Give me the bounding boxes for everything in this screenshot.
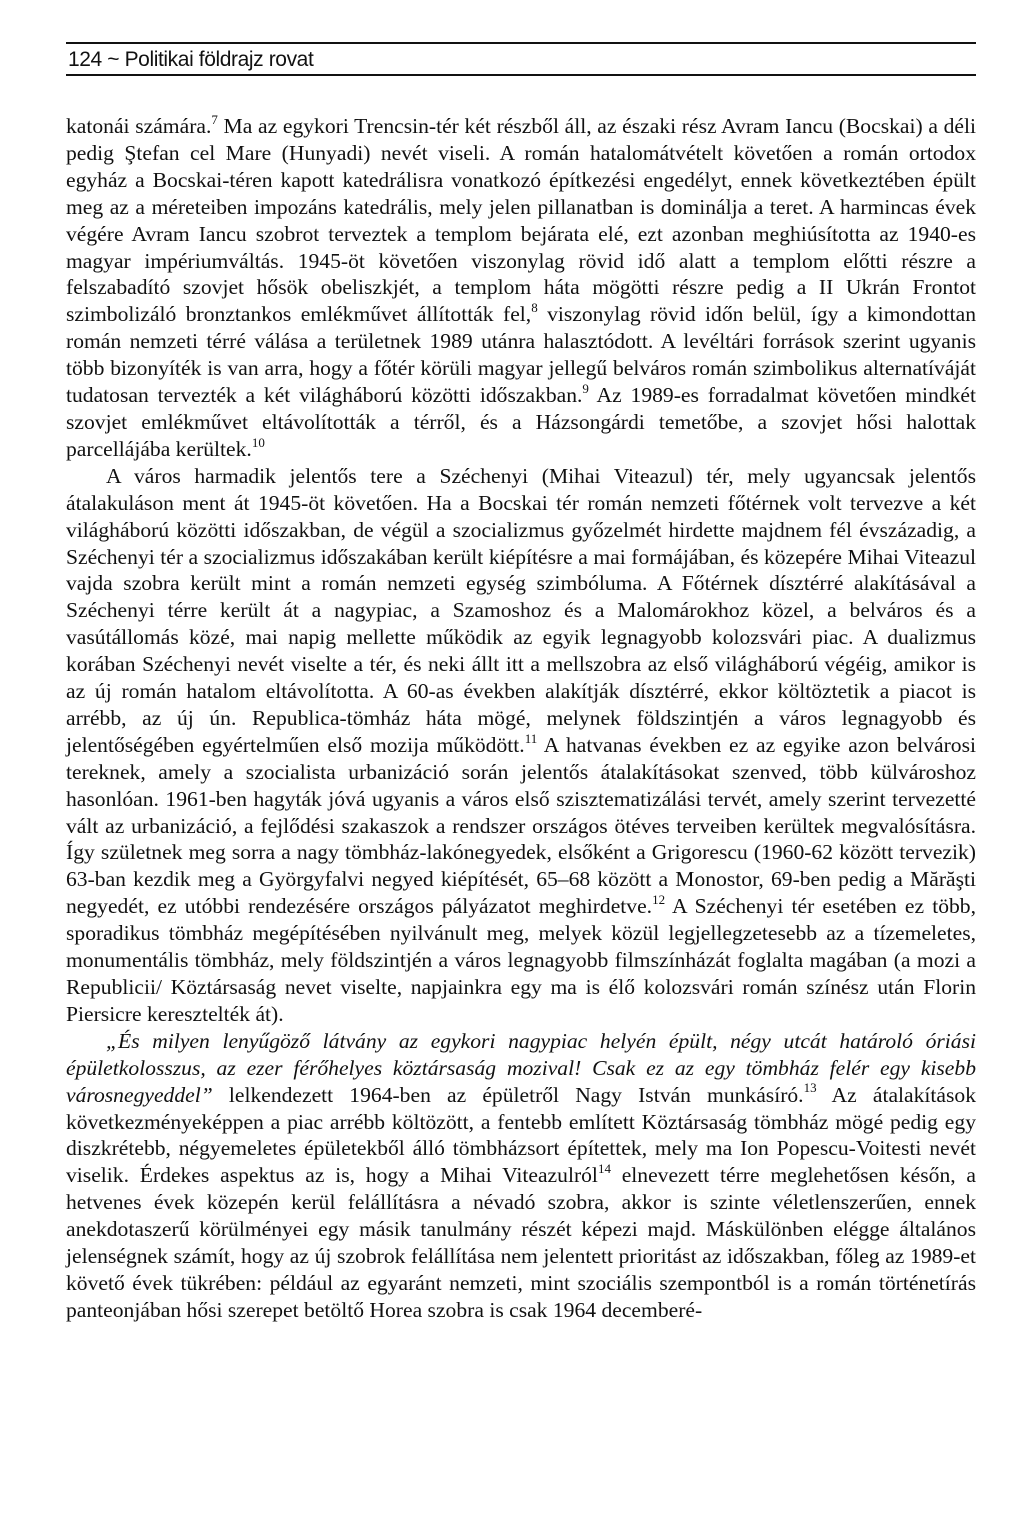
footnote-ref: 14 bbox=[597, 1161, 611, 1177]
text-run: A Széchenyi tér esetében ez több, sporadikus tömbház megépítésében nyilvánult meg, melyek közül legjellegzetesebb az a tízemeletes, monumentális tömbház, mely földszintjén a város legnagyobb filmszínházát foglalta magában (a mozi a Republicii/ Köztársaság nevet viselte, napjainkra egy ma is élő kolozsvári román színész után Florin Piersicre keresztelték át). bbox=[66, 894, 977, 1026]
text-run: Ma az egykori Trencsin-tér két részből áll, az északi rész Avram Iancu (Bocskai) a déli pedig Ştefan cel Mare (Hunyadi) nevét viseli. A román hatalomátvételt követően a román ortodox egyház a Bocskai-téren kapott katedrálisra vonatkozó építkezési engedélyt, ennek következtében épült meg az a méreteiben impozáns katedrális, mely jelen pillanatban is dominálja a teret. A harmincas évek végére Avram Iancu szobrot terveztek a templom bejárata elé, ezt azonban meghiúsította az 1940-es magyar impériumváltás. 1945-öt követően viszonylag rövid idő alatt a templom előtti részre a felszabadító szovjet hősök obeliszkjét, a templom háta mögötti részre pedig a II Ukrán Frontot szimbolizáló bronztankos emlékművet állították fel, bbox=[66, 114, 976, 327]
paragraph bbox=[66, 1028, 976, 1324]
footnote-ref: 11 bbox=[524, 730, 538, 746]
running-head-text: 124 ~ Politikai földrajz rovat bbox=[68, 48, 314, 71]
text-run: A hatvanas években ez az egyike azon belvárosi tereknek, amely a szocialista urbanizáció során jelentős átalakításokat szenved, több külvároshoz hasonlóan. 1961-ben hagyták jóvá ugyanis a város első szisztematizálási tervét, amely szerint tervezetté vált az urbanizáció, a fejlődési szakaszok a rendszer országos ötéves terveiben kerültek megvalósításra. Így születnek meg sorra a nagy tömbház-lakónegyedek, elsőként a Grigorescu (1960-62 között tervezik) 63-ban kezdik meg a Györgyfalvi negyed kiépítését, 65–68 között a Monostor, 69-ben pedig a Mărăşti negyedét, ez utóbbi rendezésére országos pályázatot meghirdetve. bbox=[66, 732, 976, 919]
quotation: „És milyen lenyűgöző látvány az egykori nagypiac helyén épült, négy utcát határoló óriási épületkolosszus, az ezer férőhelyes köztársaság mozival! Csak ez az egy tömbház felér egy kisebb városnegyeddel” bbox=[66, 1028, 976, 1107]
paragraph bbox=[66, 113, 976, 463]
text-run: Az átalakítások következményeképpen a piac arrébb költözött, a fentebb említett Köztársaság tömbház mögé pedig egy diszkrétebb, négyemeletes épületekből álló tömbházsort építettek, mely ma Ion Popescu-Voitesti nevét viselik. Érdekes aspektus az is, hogy a Mihai Viteazulról bbox=[66, 1082, 976, 1188]
running-head bbox=[66, 42, 976, 76]
paragraph bbox=[66, 463, 976, 1028]
footnote-ref: 8 bbox=[531, 300, 538, 316]
footnote-ref: 10 bbox=[251, 434, 265, 450]
body-text bbox=[66, 113, 976, 1324]
footnote-ref: 7 bbox=[211, 111, 218, 127]
footnote-ref: 12 bbox=[652, 892, 666, 908]
text-run: Az 1989-es forradalmat követően mindkét szovjet emlékművet eltávolították a térről, és a Házsongárdi temetőbe, a szovjet hősi halottak parcellájába kerültek. bbox=[66, 383, 977, 461]
text-run: viszonylag rövid időn belül, így a kimondottan román nemzeti térré válása a területnek 1989 utánra halasztódott. A levéltári források szerint ugyanis több bizonyíték is van arra, hogy a főtér körüli magyar jellegű belváros román szimbolikus alternatíváját tudatosan tervezték a két világháború közötti időszakban. bbox=[66, 302, 976, 408]
text-run: lelkendezett 1964-ben az épületről Nagy István munkásíró. bbox=[212, 1082, 804, 1107]
text-run: katonái számára. bbox=[66, 114, 212, 138]
text-run: elnevezett térre meglehetősen későn, a hetvenes évek közepén kerül felállításra a névadó szobra, akkor is szinte véletlenszerűen, ennek anekdotaszerű körülményei egy másik tanulmány részét képezi majd. Máskülönben elégge általános jelenségnek számít, hogy az új szobrok felállítása nem jelentett prioritást az időszakban, főleg az 1989-et követő évek tükrében: például az egyaránt nemzeti, mint szociális szempontból is a román történetírás panteonjában hősi szerepet betöltő Horea szobra is csak 1964 decemberé- bbox=[66, 1163, 977, 1322]
footnote-ref: 13 bbox=[803, 1080, 817, 1096]
text-run: A város harmadik jelentős tere a Széchenyi (Mihai Viteazul) tér, mely ugyancsak jelentős átalakuláson ment át 1945-öt követően. Ha a Bocskai tér román nemzeti főtérnek volt tervezve a két világháború közötti időszakban, de végül a szocializmus győzelmét hirdette majdnem fél évszázadig, a Széchenyi tér a szocializmus időszakában került kiépítésre a mai formájában, és közepére Mihai Viteazul vajda szobra került mint a román nemzeti egység szimbóluma. A Főtérnek dísztérré alakításával a Széchenyi térre került át a nagypiac, a Szamoshoz és a Malomárokhoz közel, a belváros és a vasútállomás közé, mai napig mellette működik az egyik legnagyobb kolozsvári piac. A dualizmus korában Széchenyi nevét viselte a tér, és neki állt itt a mellszobra az első világháború végéig, amikor is az új román hatalom eltávolította. A 60-as években alakítják dísztérré, ekkor költöztetik a piacot is arrébb, az új ún. Republica-tömház háta mögé, melynek földszintjén a város legnagyobb és jelentőségében egyértelműen első mozija működött. bbox=[66, 463, 976, 757]
footnote-ref: 9 bbox=[582, 380, 589, 396]
